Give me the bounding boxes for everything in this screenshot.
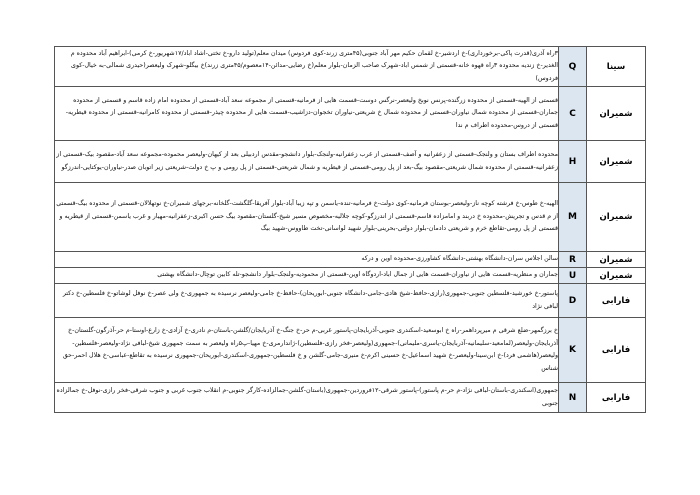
table-row <box>55 141 646 183</box>
region-name: شمیران <box>587 141 646 183</box>
region-name: فارابی <box>587 383 646 413</box>
region-code: K <box>559 318 587 383</box>
region-name: سینا <box>587 47 646 87</box>
region-code: R <box>559 252 587 268</box>
table-row <box>55 383 646 413</box>
area-description: محدوده اطراف بستان و ولنجک-قسمتی از زعفرانیه و آصف-قسمتی از غرب زعفرانیه-ولنجک-بلوار دانشجو-مقدس اردبیلی بعد از کیهان-ولیعصر محموده-مجموعه سعد آباد-مقصود بیک-قسمتی از زعفرانیه-قسمتی از محدوده شمال شریعتی-مقصود بیگ-بعد از پل رومی-قسمتی از قیطریه و شمال شریعتی-قسمتی از پل رومی و پ خ دولت-شریعتی زیر اتوبان صدر-نیاوران-یوکتایی-اندرزگو <box>55 141 559 183</box>
region-name: فارابی <box>587 318 646 383</box>
area-description: جماران و منظریه-قسمت هایی از نیاوران-قسمت هایی از جمال اباد-اردوگاه اوین-قسمتی از محمودیه-ولنجک-بلوار دانشجو-تله کابین توچال-دانشگاه بهشتی <box>55 268 559 284</box>
region-code: C <box>559 87 587 141</box>
region-name: شمیران <box>587 87 646 141</box>
regions-table <box>54 46 646 413</box>
region-code: H <box>559 141 587 183</box>
table-row <box>55 87 646 141</box>
area-description: خ برزگمهر-ضلع شرقی م میرپرداهمر-راه خ ابوسعید-اسکندری جنوبی-آذربایجان-پاستور غربی-م حر-خ جنگ-خ آذربایجان/گلشن-باستان-م نادری-خ آزادی-خ زارع-اوستا-م حر-آذرگون-گلستان-خ آذربایجان-ولیعصر(لمامعید-سلیمانیه-آذربایجان-یاسری-ملیمانی)-جمهوری(ولیعصر-فخر رازی-فلسطین)-ژاندارمری-خ مهیا-پ۵راه ولیعصر به سمت جمهوری شیخ-لبافی نژاد-ولیعصر-فلسطین-ولیعصر(هاشمی فرد)-خ ابن‌سینا-ولیعصر-خ شهید اسماعیل-خ حسینی اکرم-خ منیری-جامی-گلشن و خ فلسطین-جمهوری-اسکندری-ابوریحان-جمهوری نرسیده به تقاطع-عباسی-خ هلال احمر-حق شناس <box>55 318 559 383</box>
region-code: M <box>559 183 587 252</box>
document-page <box>54 46 646 413</box>
region-name: شمیران <box>587 252 646 268</box>
area-description: قسمتی از الهیه-قسمتی از محدوده زرگنده-پرنس نوبخ ولیعصر-نرگس دوست-قسمت هایی از فرمانیه-قسمتی از مجموعه سعد آباد-قسمتی از محدوده امام زاده قاسم و قسمتی از محدوده جماران-قسمتی از محدوده شمال نیاوران-قسمتی از محدوده شمال خ شریعتی-نیاوران تخجوان-دزاشیب-قسمت هایی از محدوده چیذر-قسمتی از محدوده کامرانیه-قسمتی از محدوده قیطریه-قسمتی از دروس-محدوده اطراف م ندا <box>55 87 559 141</box>
area-description: جمهوری(اسکندری-باستان-لبافی نژاد-م حر-م پاستور)-پاستور شرقی-۱۲فروردین-جمهوری(باستان-گلشن-جمالزاده-کارگر جنوبی-م انقلاب جنوب غربی و جنوب شرقی-فخر رازی-نوفل-خ جمالزاده جنوبی <box>55 383 559 413</box>
region-code: D <box>559 284 587 318</box>
region-code: N <box>559 383 587 413</box>
region-code: U <box>559 268 587 284</box>
region-name: فارابی <box>587 284 646 318</box>
region-name: شمیران <box>587 183 646 252</box>
region-name: شمیران <box>587 268 646 284</box>
table-row <box>55 284 646 318</box>
table-row <box>55 318 646 383</box>
region-code: Q <box>559 47 587 87</box>
area-description: سالن اجلاس سران-دانشگاه بهشتی-دانشگاه کشاورزی-محدوده اوین و درکه <box>55 252 559 268</box>
table-row <box>55 47 646 87</box>
area-description: پاستور-خ خورشید-فلسطین جنوبی-جمهوری(رازی-حافظ-شیخ هادی-جامی-دانشگاه جنوبی-ابوریحان)-حافظ-خ جامی-ولیعصر نرسیده به جمهوری-خ ولی عصر-خ نوفل لوشاتو-خ فلسطین-خ دکتر لبافی نژاد <box>55 284 559 318</box>
table-row <box>55 183 646 252</box>
area-description: ۳راه آذری(قدرت پاکی-برخورداری)-خ اردشیر-خ لقمان حکیم مهر آباد جنوبی(۴۵متری زرند-کوی فردوس) میدان معلم(تولید دارو-خ تختی-اشاد اباد/۱۷شهریور-خ کرمی)-ابراهیم آباد محدوده م الغدیر-خ زندیه محدوده ۳راه قهوه خانه-قسمتی از شمس اباد-شهرک صاحب الزمان-بلوار معلم(خ رضایی-مدائن-۱۴معصوم/۴۵متری زرند)خ بیگلو-شهرک ولیعصر(حیدری شمالی-به خیال-کوی فردوس) <box>55 47 559 87</box>
table-row <box>55 252 646 268</box>
table-row <box>55 268 646 284</box>
area-description: الهیه-خ طوس-خ فرشته کوچه ناز-ولیعصر-بوستان فرمانیه-کوی دولت-خ فرمانیه-تنده-یاسمن و تپه زیبا آباد-بلوار آفریقا-گلگشت-گلخانه-برجهای شمیران-خ نوتهلالان-قسمتی از محدوده بیگ-قسمتی از م قدس و تجریش-محدوده خ دربند و امامزاده قاسم-قسمتی از اندرزگو-کوچه جلالیه-مخصوص مسیر شیخ-گلستان-مقصود بیگ حسن اکبری-زعفرانیه-مهیار و غرب یاسمن-قسمتی از قیطریه و قسمتی از پل رومی-تقاطع خرم و شریعتی دادمان-بلوار دولتی-بحرینی-بلوار شهید لواسانی-تخت طاووس-شهید بیگ <box>55 183 559 252</box>
